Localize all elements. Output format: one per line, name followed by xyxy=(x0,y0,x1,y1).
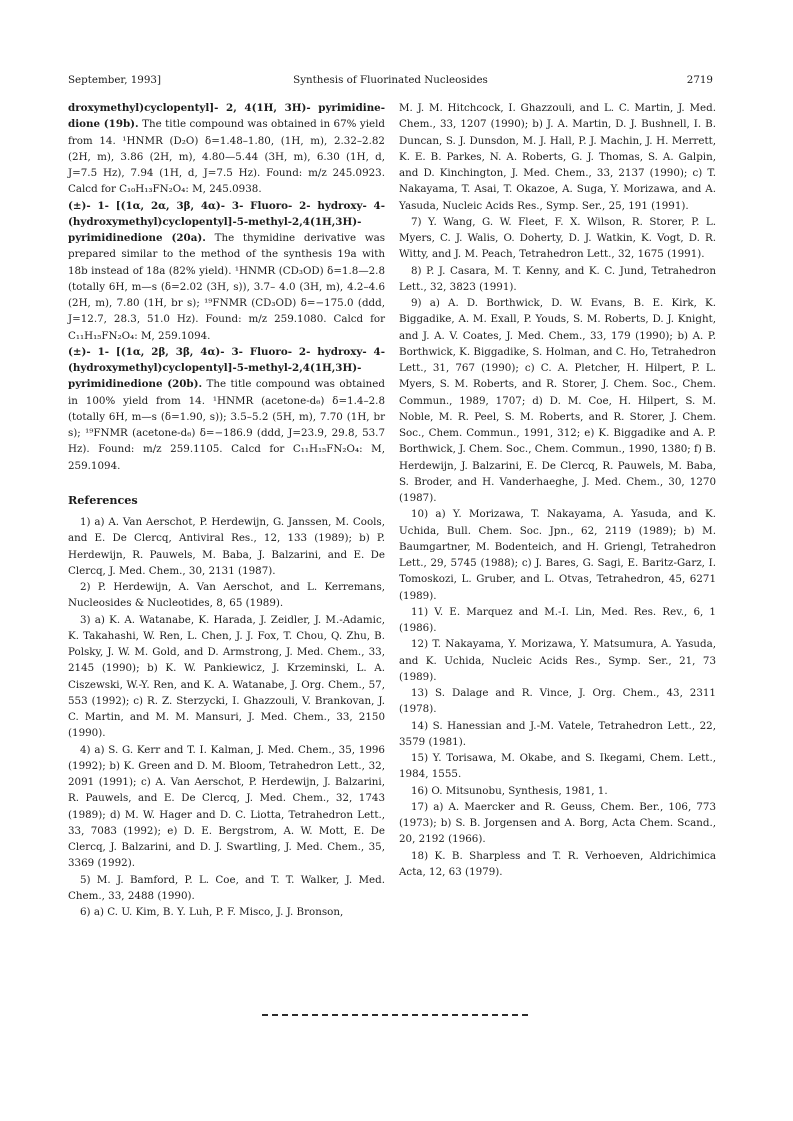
reference-item: 11) V. E. Marquez and M.-I. Lin, Med. Res. Rev., 6, 1 (1986). xyxy=(399,605,716,634)
compound-entry xyxy=(68,100,385,198)
compound-body: The title compound was obtained in 100% yield from 14. ¹HNMR (acetone-d₆) δ=1.4–2.8 (totally 6H, m—s (δ=1.90, s)); 3.5–5.2 (5H, m), 7.70 (1H, br s); ¹⁹FNMR (acetone-d₆) δ=−186.9 (ddd, J=23.9, 29.8, 53.7 Hz). Found: m/z 259.1105. Calcd for C₁₁H₁₅FN₂O₄: M, 259.1094. xyxy=(68,378,385,472)
reference-item: 17) a) A. Maercker and R. Geuss, Chem. Ber., 106, 773 (1973); b) S. B. Jorgensen and A. Borg, Acta Chem. Scand., 20, 2192 (1966). xyxy=(399,800,716,846)
running-header xyxy=(68,73,713,87)
compound-heading: (±)- 1- [(1α, 2α, 3β, 4α)- 3- Fluoro- 2- hydroxy- 4- (hydroxymethyl)cyclopentyl]-5-methyl-2,4(1H,3H)-pyrimidinedione (20a). xyxy=(68,199,385,244)
reference-item: 5) M. J. Bamford, P. L. Coe, and T. T. Walker, J. Med. Chem., 33, 2488 (1990). xyxy=(68,873,385,902)
reference-item: 2) P. Herdewijn, A. Van Aerschot, and L. Kerremans, Nucleosides & Nucleotides, 8, 65 (1989). xyxy=(68,581,385,610)
reference-item: 12) T. Nakayama, Y. Morizawa, Y. Matsumura, A. Yasuda, and K. Uchida, Nucleic Acids Res., Symp. Ser., 21, 73 (1989). xyxy=(399,638,716,683)
reference-item: 16) O. Mitsunobu, Synthesis, 1981, 1. xyxy=(411,784,608,797)
compound-body: The thymidine derivative was prepared similar to the method of the synthesis 19a with 18b instead of 18a (82% yield). ¹HNMR (CD₃OD) δ=1.8—2.8 (totally 6H, m—s (δ=2.02 (3H, s)), 3.7– 4.0 (3H, m), 4.2–4.6 (2H, m), 7.80 (1H, br s); ¹⁹FNMR (CD₃OD) δ=−175.0 (ddd, J=12.7, 28.3, 51.0 Hz). Found: m/z 259.1080. Calcd for C₁₁H₁₅FN₂O₄: M, 259.1094. xyxy=(68,232,385,342)
compound-heading: (±)- 1- [(1α, 2β, 3β, 4α)- 3- Fluoro- 2- hydroxy- 4- (hydroxymethyl)cyclopentyl]-5-methyl-2,4(1H,3H)-pyrimidinedione (20b). xyxy=(68,345,385,391)
left-column xyxy=(68,100,385,920)
header-title: Synthesis of Fluorinated Nucleosides xyxy=(293,74,488,86)
reference-item: 14) S. Hanessian and J.-M. Vatele, Tetrahedron Lett., 22, 3579 (1981). xyxy=(399,719,716,748)
reference-item: 1) a) A. Van Aerschot, P. Herdewijn, G. Janssen, M. Cools, and E. De Clercq, Antiviral Res., 12, 133 (1989); b) P. Herdewijn, R. Pauwels, M. Baba, J. Balzarini, and E. De Clercq, J. Med. Chem., 30, 2131 (1987). xyxy=(68,516,385,577)
reference-item: 13) S. Dalage and R. Vince, J. Org. Chem., 43, 2311 (1978). xyxy=(399,687,716,716)
right-column xyxy=(399,100,716,880)
reference-item: 10) a) Y. Morizawa, T. Nakayama, A. Yasuda, and K. Uchida, Bull. Chem. Soc. Jpn., 62, 2119 (1989); b) M. Baumgartner, M. Bodenteich, and H. Griengl, Tetrahedron Lett., 29, 5745 (1988); c) J. Bares, G. Sagi, E. Baritz-Garz, I. Tomoskozi, L. Gruber, and L. Otvas, Tetrahedron, 45, 6271 (1989). xyxy=(399,508,716,602)
reference-item: 6) a) C. U. Kim, B. Y. Luh, P. F. Misco, J. J. Bronson, xyxy=(80,906,344,918)
reference-item: 4) a) S. G. Kerr and T. I. Kalman, J. Med. Chem., 35, 1996 (1992); b) K. Green and D. M. Bloom, Tetrahedron Lett., 32, 2091 (1991); c) A. Van Aerschot, P. Herdewijn, J. Balzarini, R. Pauwels, and E. De Clercq, J. Med. Chem., 32, 1743 (1989); d) M. W. Hager and D. C. Liotta, Tetrahedron Lett., 33, 7083 (1992); e) D. E. Bergstrom, A. W. Mott, E. De Clercq, J. Balzarini, and D. J. Swartling, J. Med. Chem., 35, 3369 (1992). xyxy=(68,743,385,870)
references-heading: References xyxy=(68,492,138,507)
reference-item: 15) Y. Torisawa, M. Okabe, and S. Ikegami, Chem. Lett., 1984, 1555. xyxy=(399,752,716,781)
compound-entry xyxy=(68,344,385,474)
reference-item: 3) a) K. A. Watanabe, K. Harada, J. Zeidler, J. M.-Adamic, K. Takahashi, W. Ren, L. Chen, J. J. Fox, T. Chou, Q. Zhu, B. Polsky, J. W. M. Gold, and D. Armstrong, J. Med. Chem., 33, 2145 (1990); b) K. W. Pankiewicz, J. Krzeminski, L. A. Ciszewski, W.-Y. Ren, and K. A. Watanabe, J. Org. Chem., 57, 553 (1992); c) R. Z. Sterzycki, I. Ghazzouli, V. Brankovan, J. C. Martin, and M. M. Mansuri, J. Med. Chem., 33, 2150 (1990). xyxy=(68,613,385,740)
reference-continuation: M. J. M. Hitchcock, I. Ghazzouli, and L. C. Martin, J. Med. Chem., 33, 1207 (1990); b) J. A. Martin, D. J. Bushnell, I. B. Duncan, S. J. Dunsdon, M. J. Hall, P. J. Machin, J. H. Merrett, K. E. B. Parkes, N. A. Roberts, G. J. Thomas, S. A. Galpin, and D. Kinchington, J. Med. Chem., 33, 2137 (1990); c) T. Nakayama, T. Asai, T. Okazoe, A. Suga, Y. Morizawa, and A. Yasuda, Nucleic Acids Res., Symp. Ser., 25, 191 (1991). xyxy=(399,102,716,212)
compound-body: The title compound was obtained in 67% yield from 14. ¹HNMR (D₂O) δ=1.48–1.80, (1H, m), 2.32–2.82 (2H, m), 3.86 (2H, m), 4.80—5.44 (3H, m), 6.30 (1H, d, J=7.5 Hz), 7.94 (1H, d, J=7.5 Hz). Found: m/z 245.0923. Calcd for C₁₀H₁₃FN₂O₄: M, 245.0938. xyxy=(68,118,385,196)
reference-item: 9) a) A. D. Borthwick, D. W. Evans, B. E. Kirk, K. Biggadike, A. M. Exall, P. Youds, S. M. Roberts, D. J. Knight, and J. A. V. Coates, J. Med. Chem., 33, 179 (1990); b) A. P. Borthwick, K. Biggadike, S. Holman, and C. Ho, Tetrahedron Lett., 31, 767 (1990); c) C. A. Pletcher, H. Hilpert, P. L. Myers, S. M. Roberts, and R. Storer, J. Chem. Soc., Chem. Commun., 1989, 1707; d) D. M. Coe, H. Hilpert, S. M. Noble, M. R. Peel, S. M. Roberts, and R. Storer, J. Chem. Soc., Chem. Commun., 1991, 312; e) K. Biggadike and A. P. Borthwick, J. Chem. Soc., Chem. Commun., 1990, 1380; f) B. Herdewijn, J. Balzarini, E. De Clercq, R. Pauwels, M. Baba, S. Broder, and H. Vanderhaeghe, J. Med. Chem., 30, 1270 (1987). xyxy=(399,297,716,504)
compound-heading: droxymethyl)cyclopentyl]- 2, 4(1H, 3H)- pyrimidine-dione (19b). xyxy=(68,102,385,131)
end-ornament-rule xyxy=(262,1011,530,1019)
compound-entry xyxy=(68,198,385,344)
reference-item: 7) Y. Wang, G. W. Fleet, F. X. Wilson, R. Storer, P. L. Myers, C. J. Walis, O. Doherty, D. J. Watkin, K. Vogt, D. R. Witty, and J. M. Peach, Tetrahedron Lett., 32, 1675 (1991). xyxy=(399,215,716,261)
header-date: September, 1993] xyxy=(68,74,161,86)
reference-item: 8) P. J. Casara, M. T. Kenny, and K. C. Jund, Tetrahedron Lett., 32, 3823 (1991). xyxy=(399,264,716,293)
reference-item: 18) K. B. Sharpless and T. R. Verhoeven, Aldrichimica Acta, 12, 63 (1979). xyxy=(399,849,716,878)
page-number: 2719 xyxy=(686,74,713,86)
